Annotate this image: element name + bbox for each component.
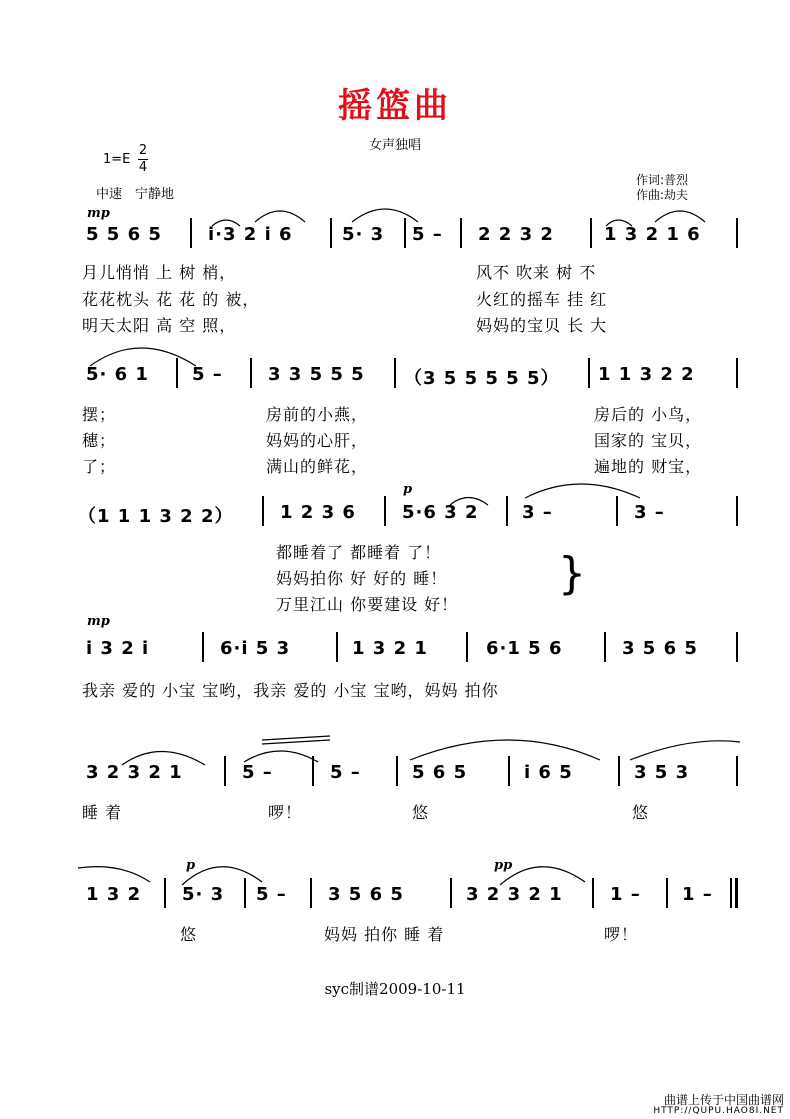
notes-s2-m1: 5· 6 1 xyxy=(86,364,149,385)
lyric-s6-2: 妈妈 拍你 睡 着 xyxy=(324,925,445,944)
notes-s4-m1: i 3 2 i xyxy=(86,638,150,659)
notes-s5-m6: 3 5 3 xyxy=(634,762,690,783)
notes-s2-m2: 5 – xyxy=(192,364,223,385)
lyric-s5-1: 睡 着 xyxy=(82,803,123,822)
notes-s3-m3: 5·6 3 2 xyxy=(402,502,479,523)
notes-s2-m5: 1 1 3 2 2 xyxy=(598,364,695,385)
notes-s1-m2: i·3 2 i 6 xyxy=(208,224,293,245)
notes-s6-m6: 1 – xyxy=(610,884,641,905)
dynamic-pp: pp xyxy=(494,858,513,873)
notes-s4-m4: 6·1 5 6 xyxy=(486,638,563,659)
performance-type: 女声独唱 xyxy=(368,138,421,153)
lyric-s3-b: 妈妈拍你 好 好的 睡！ xyxy=(276,569,448,588)
lyricist-credit: 作词:普烈 xyxy=(636,173,689,187)
transcriber-footer: syc制谱2009-10-11 xyxy=(324,980,466,998)
notes-s4-m2: 6·i 5 3 xyxy=(220,638,291,659)
lyric-s6-3: 啰！ xyxy=(604,925,639,944)
notes-s1-m1: 5 5 6 5 xyxy=(86,224,162,245)
lyric-s4: 我亲 爱的 小宝 宝哟，我亲 爱的 小宝 宝哟，妈妈 拍你 xyxy=(82,681,499,700)
lyric-s5-2: 啰！ xyxy=(268,803,303,822)
watermark-line1: 曲谱上传于中国曲谱网 xyxy=(663,1093,784,1107)
lyric-s2-b3: 国家的 宝贝， xyxy=(594,431,703,450)
notes-s3-m2: 1 2 3 6 xyxy=(280,502,356,523)
notes-s1-m5: 2 2 3 2 xyxy=(478,224,554,245)
notes-s3-m5: 3 – xyxy=(634,502,665,523)
lyric-s2-a3: 房后的 小鸟， xyxy=(594,405,703,424)
notes-s5-m3: 5 – xyxy=(330,762,361,783)
notes-s3-m4: 3 – xyxy=(522,502,553,523)
lyric-s2-c3: 遍地的 财宝， xyxy=(594,457,703,476)
lyric-s5-3: 悠 xyxy=(412,803,430,822)
lyric-s1-c2: 妈妈的宝贝 长 大 xyxy=(476,316,608,335)
lyric-s1-a2: 风不 吹来 树 不 xyxy=(476,263,597,282)
time-sig-bottom: 4 xyxy=(138,160,148,175)
lyric-s2-b2: 妈妈的心肝， xyxy=(266,431,369,450)
lyric-s2-a2: 房前的小燕， xyxy=(266,405,369,424)
dynamic-mp: mp xyxy=(87,206,110,221)
time-sig-top: 2 xyxy=(138,143,148,158)
notes-s3-m1: （1 1 1 3 2 2） xyxy=(78,506,234,527)
notes-s6-m7: 1 – xyxy=(682,884,713,905)
notes-s4-m5: 3 5 6 5 xyxy=(622,638,698,659)
notes-s1-m3: 5· 3 xyxy=(342,224,385,245)
notes-s5-m4: 5 6 5 xyxy=(412,762,468,783)
dynamic-p-2: p xyxy=(186,858,196,873)
song-title: 摇篮曲 xyxy=(338,86,452,126)
dynamic-mp-2: mp xyxy=(87,614,110,629)
notes-s6-m4: 3 5 6 5 xyxy=(328,884,404,905)
key-signature: 1=E xyxy=(103,152,131,167)
lyric-s1-b2: 火红的摇车 挂 红 xyxy=(476,290,608,309)
lyric-s2-c1: 了； xyxy=(82,457,117,476)
tempo-marking: 中速 宁静地 xyxy=(96,187,175,202)
notes-s2-m3: 3 3 5 5 5 xyxy=(268,364,365,385)
notes-s1-m4: 5 – xyxy=(412,224,443,245)
notes-s6-m3: 5 – xyxy=(256,884,287,905)
notes-s5-m2: 5 – xyxy=(242,762,273,783)
brace: } xyxy=(558,548,586,599)
dynamic-p-1: p xyxy=(403,482,413,497)
lyric-s2-b1: 穗； xyxy=(82,431,117,450)
notes-s6-m5: 3 2 3 2 1 xyxy=(466,884,563,905)
lyric-s3-a: 都睡着了 都睡着 了！ xyxy=(276,543,442,562)
watermark-line2: HTTP://QUPU.HAO8I.NET xyxy=(653,1106,784,1116)
lyric-s1-a1: 月儿悄悄 上 树 梢， xyxy=(82,263,237,282)
lyric-s2-a1: 摆； xyxy=(82,405,117,424)
lyric-s1-b1: 花花枕头 花 花 的 被， xyxy=(82,290,260,309)
notes-s6-m1: 1 3 2 xyxy=(86,884,142,905)
notes-s2-m4: （3 5 5 5 5 5） xyxy=(404,368,560,389)
composer-credit: 作曲:劫夫 xyxy=(636,188,689,202)
notes-s4-m3: 1 3 2 1 xyxy=(352,638,428,659)
lyric-s5-4: 悠 xyxy=(632,803,650,822)
notes-s1-m6: 1 3 2 1 6 xyxy=(604,224,701,245)
lyric-s6-1: 悠 xyxy=(180,925,198,944)
notes-s5-m5: i 6 5 xyxy=(524,762,573,783)
lyric-s1-c1: 明天太阳 高 空 照， xyxy=(82,316,237,335)
lyric-s3-c: 万里江山 你要建设 好！ xyxy=(276,595,459,614)
notes-s5-m1: 3 2 3 2 1 xyxy=(86,762,183,783)
notes-s6-m2: 5· 3 xyxy=(182,884,225,905)
lyric-s2-c2: 满山的鲜花， xyxy=(266,457,369,476)
